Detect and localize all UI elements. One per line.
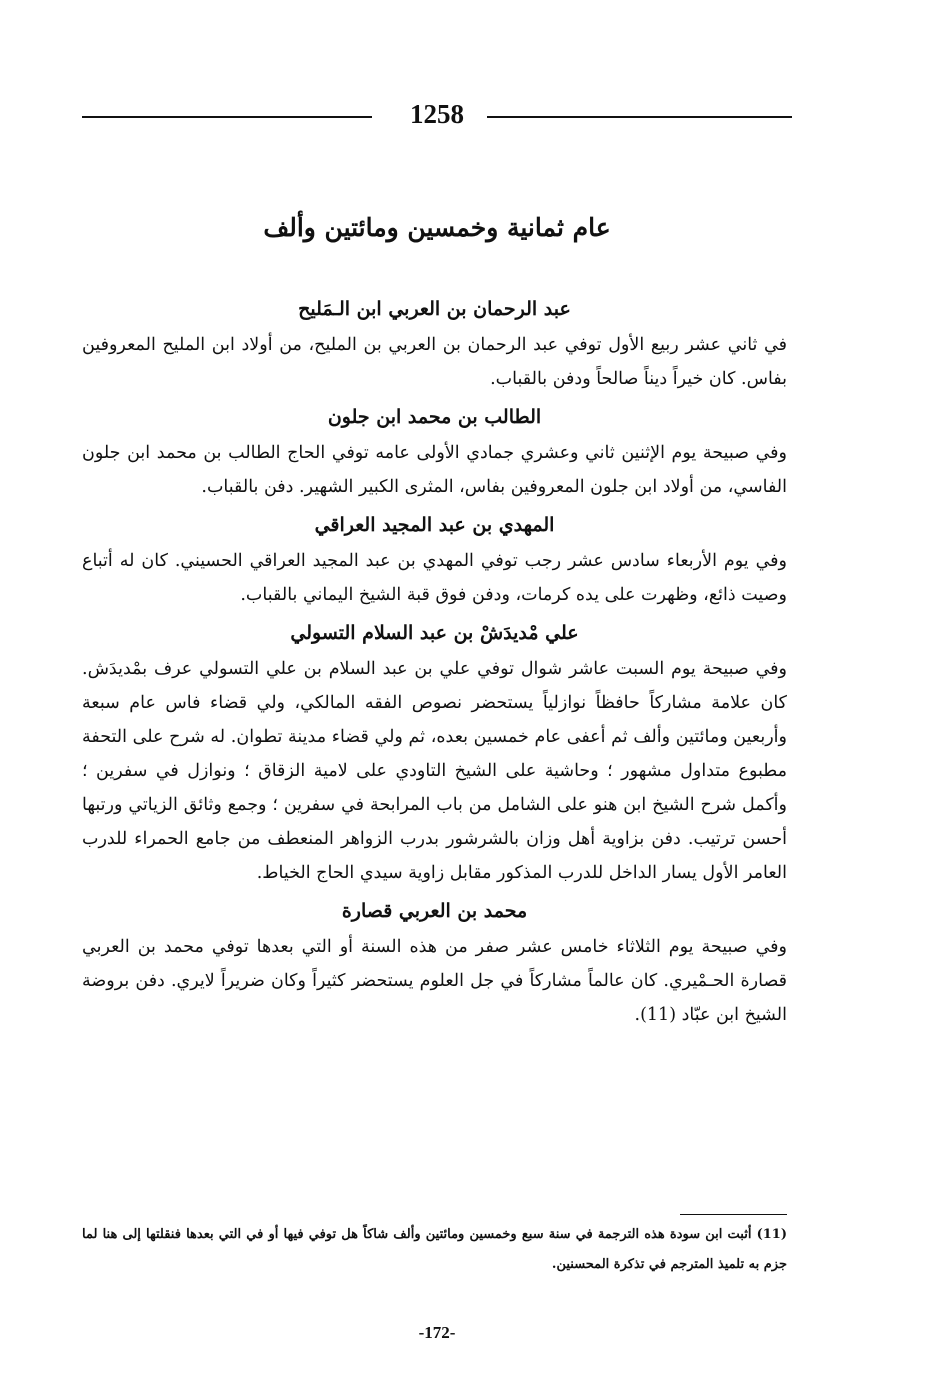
entry-text: وفي صبيحة يوم الثلاثاء خامس عشر صفر من هذه السنة أو التي بعدها توفي محمد بن العربي قصارة الحـمْيري. كان عالماً مشاركاً في جل العلوم يستحضر كثيراً وكان ضريراً لايري. دفن بروضة الشيخ ابن عبّاد (11). — [82, 937, 787, 1025]
entry-text: وفي صبيحة يوم السبت عاشر شوال توفي علي بن عبد السلام بن علي التسولي عرف بمْديدَش. كان علامة مشاركاً حافظاً نوازلياً يستحضر نصوص الفقه المالكي، ولي قضاء فاس عام سبعة وأربعين ومائتين وألف ثم أعفى عام خمسين بعده، ثم ولي قضاء مدينة تطوان. له شرح على التحفة مطبوع متداول مشهور ؛ وحاشية على الشيخ التاودي على لامية الزقاق ؛ ونوازل في سفرين ؛ وأكمل شرح الشيخ ابن هنو على الشامل من باب المرابحة في سفرين ؛ وجمع وثائق الزياتي ورتبها أحسن ترتيب. دفن بزاوية أهل وزان بالشرشور بدرب الزواهر المنعطف من جامع الحمراء للدرب العامر الأول يسار الداخل للدرب المذكور مقابل زاوية سيدي الحاج الخياط. — [82, 659, 787, 883]
entry-name: المهدي بن عبد المجيد العراقي — [314, 514, 555, 536]
entry-text: وفي صبيحة يوم الإثنين ثاني وعشري جمادي الأولى عامه توفي الحاج الطالب بن محمد ابن جلون الفاسي، من أولاد ابن جلون المعروفين بفاس، المثرى الكبير الشهير. دفن بالقباب. — [82, 443, 787, 497]
footnote-rule — [680, 1214, 787, 1215]
entry — [82, 398, 787, 504]
entry — [82, 290, 787, 396]
chapter-title: عام ثمانية وخمسين ومائتين وألف — [263, 213, 611, 242]
entry-name: الطالب بن محمد ابن جلون — [327, 406, 542, 428]
entry-name: محمد بن العربي قصارة — [341, 900, 528, 922]
entry — [82, 506, 787, 612]
header-year: 1258 — [410, 99, 464, 129]
entry-name: علي مْديدَشْ بن عبد السلام التسولي — [290, 622, 579, 644]
body-text — [82, 290, 787, 1034]
header-rule-right — [487, 116, 792, 118]
entry — [82, 892, 787, 1032]
header-rule-left — [82, 116, 372, 118]
entry-text: وفي يوم الأربعاء سادس عشر رجب توفي المهدي بن عبد المجيد العراقي الحسيني. كان له أتباع وصيت ذائع، وظهرت على يده كرمات، ودفن فوق قبة الشيخ اليماني بالقباب. — [82, 551, 787, 605]
entry-name: عبد الرحمان بن العربي ابن الـمَليح — [298, 298, 571, 320]
page-number: -172- — [418, 1323, 456, 1342]
footnote: (11) أثبت ابن سودة هذه الترجمة في سنة سبع وخمسين ومائتين وألف شاكاً هل توفي فيها أو في التي بعدها فنقلتها إلى هنا لما جزم به تلميذ المترجم في تذكرة المحسنين. — [82, 1227, 787, 1272]
entry-text: في ثاني عشر ربيع الأول توفي عبد الرحمان بن العربي بن المليح، من أولاد ابن المليح المعروفين بفاس. كان خيراً ديناً صالحاً ودفن بالقباب. — [82, 335, 787, 389]
entry — [82, 614, 787, 890]
page-header — [82, 96, 792, 136]
